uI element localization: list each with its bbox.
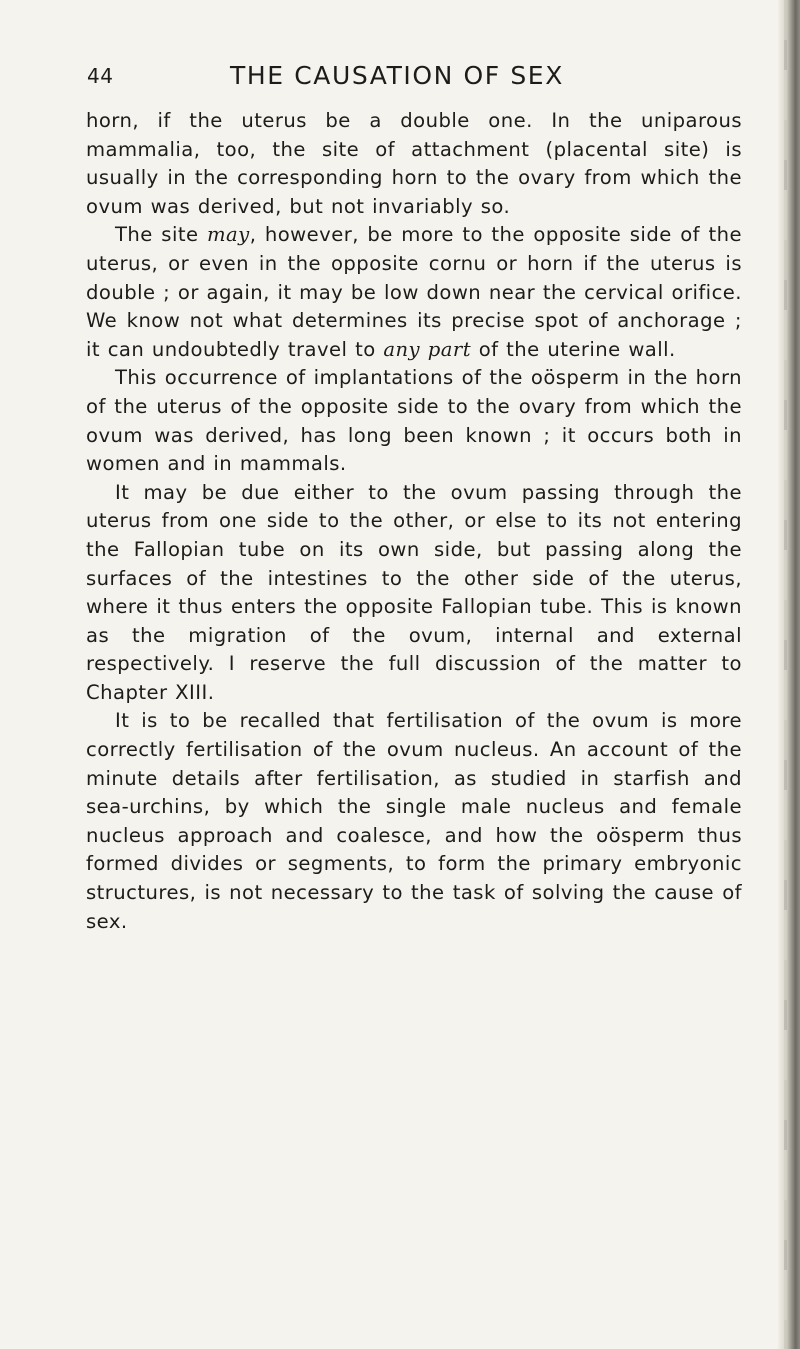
running-title: THE CAUSATION OF SEX: [230, 61, 564, 90]
paragraph-1: [86, 107, 742, 221]
page-edge-shadow: [778, 0, 800, 1349]
text-run: This occurrence of implantations of the oösperm in the horn of the uterus of the opposite side to the ovary from which the ovum was derived, has long been known ; it occurs both in women and in mammals.: [86, 366, 742, 476]
paragraph-4: [86, 479, 742, 708]
text-run: of the uterine wall.: [471, 337, 676, 361]
body-text: [86, 107, 742, 936]
text-run: It is to be recalled that fertilisation of the ovum is more correctly fertilisation of the ovum nucleus. An account of the minute details after fertilisation, as studied in starfish and sea-urchins, by which the single male nucleus and female nucleus approach and coalesce, and how the oösperm thus formed divides or segments, to form the primary embryonic structures, is not necessary to the task of solving the cause of sex.: [86, 709, 742, 933]
paragraph-3: [86, 364, 742, 478]
text-run: It may be due either to the ovum passing through the uterus from one side to the other, or else to its not entering the Fallopian tube on its own side, but passing along the surfaces of the intestines to the other side of the uterus, where it thus enters the opposite Fallopian tube. This is known as the migration of the ovum, internal and external respectively. I reserve the full discussion of the matter to Chapter XIII.: [86, 480, 742, 704]
page-header: [87, 58, 739, 94]
text-run: The site: [115, 223, 207, 247]
paragraph-5: [86, 707, 742, 936]
text-run: horn, if the uterus be a double one. In the uniparous mammalia, too, the site of attachment (placental site) is usually in the corresponding horn to the ovary from which the ovum was derived, but not invariably so.: [86, 109, 742, 218]
italic-emphasis: may: [207, 223, 250, 247]
italic-emphasis: any part: [383, 337, 472, 361]
page-number: 44: [87, 64, 114, 88]
text-run: , however, be more to the opposite side of the uterus, or even in the opposite cornu or horn if the uterus is double ; or again, it may be low down near the cervical orifice. We know not what determines its precise spot of anchorage ; it can undoubtedly travel to: [86, 223, 743, 361]
paragraph-2: [86, 221, 742, 364]
